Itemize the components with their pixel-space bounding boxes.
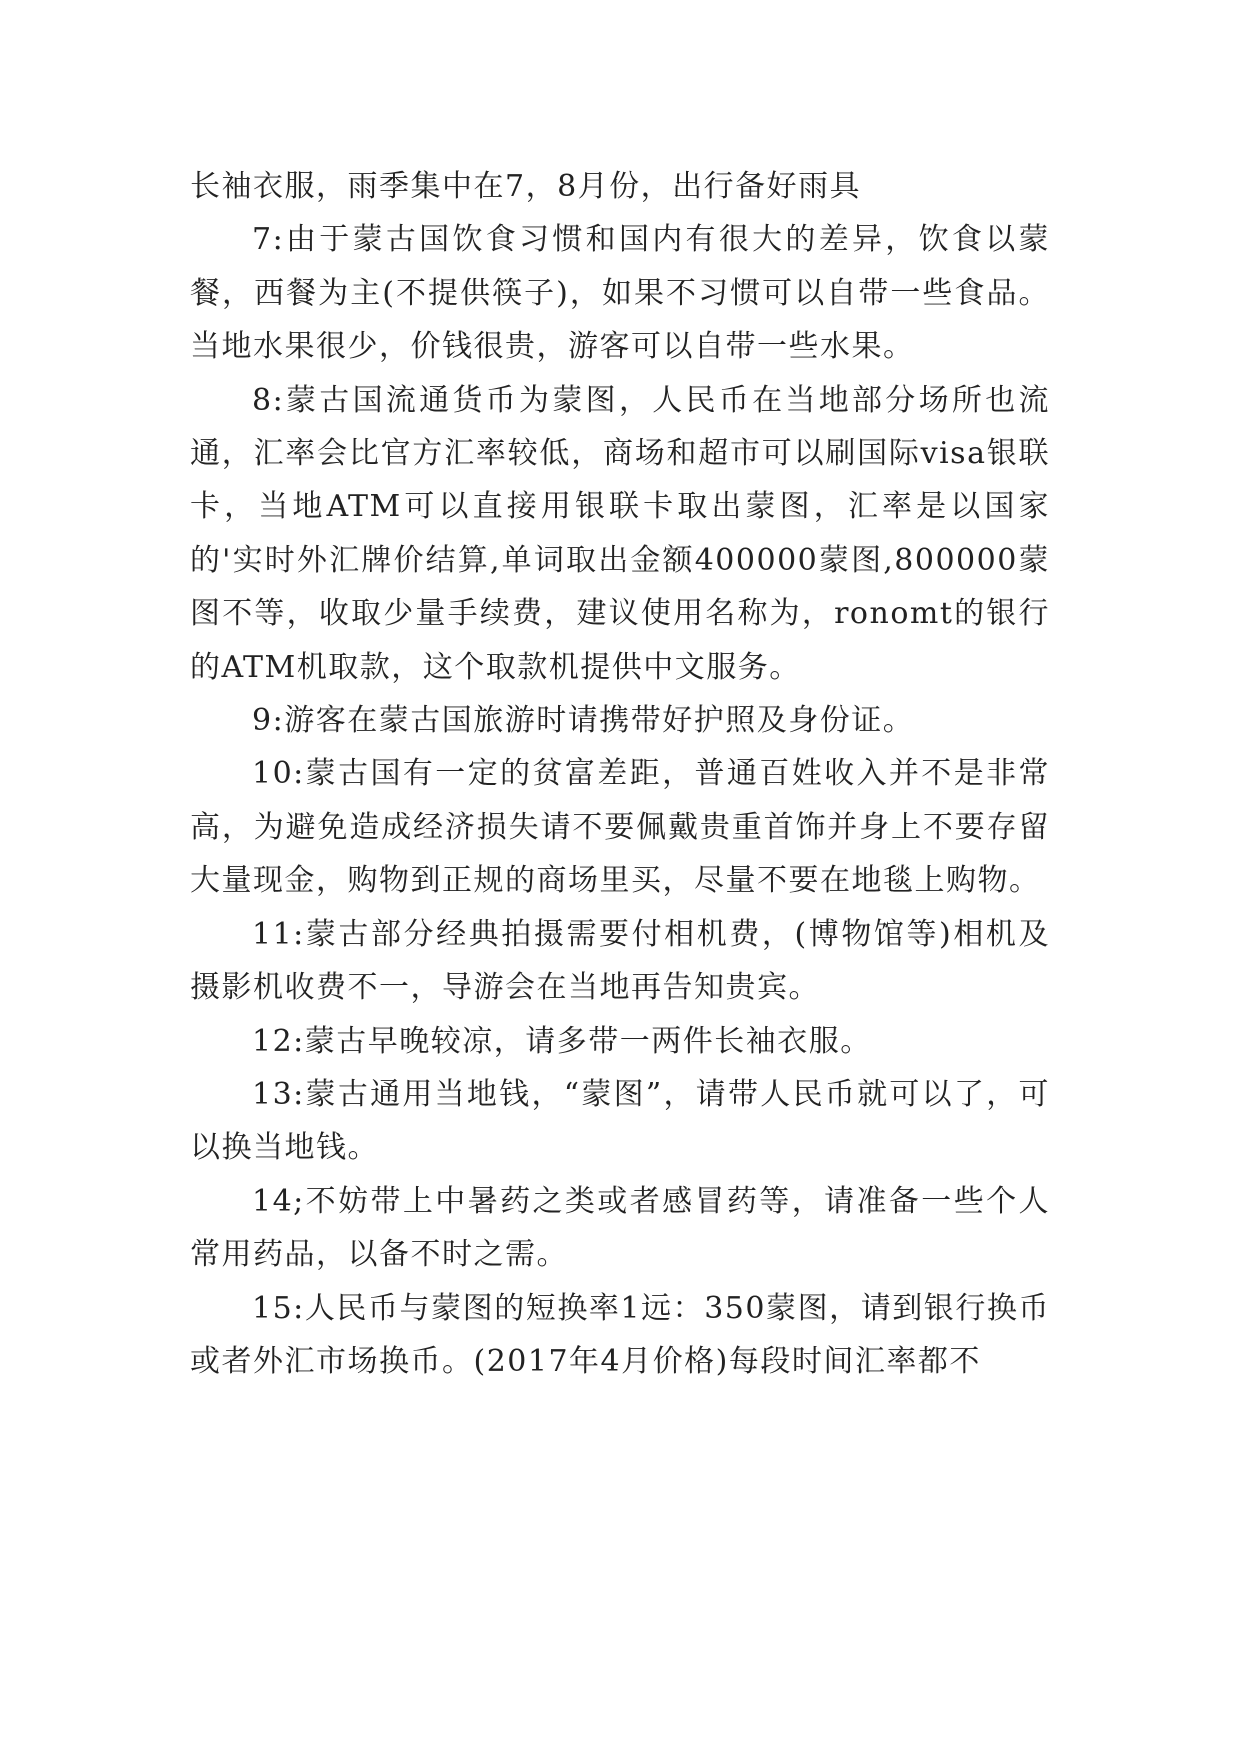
- paragraph-item-13: 13:蒙古通用当地钱，“蒙图”，请带人民币就可以了，可以换当地钱。: [190, 1076, 1050, 1166]
- paragraph-item-12: 12:蒙古早晚较凉，请多带一两件长袖衣服。: [252, 1023, 872, 1059]
- paragraph-continuation: 长袖衣服，雨季集中在7，8月份，出行备好雨具: [190, 169, 862, 204]
- paragraph-item-7: 7:由于蒙古国饮食习惯和国内有很大的差异，饮食以蒙餐，西餐为主(不提供筷子)，如果不习惯可以自带一些食品。当地水果很少，价钱很贵，游客可以自带一些水果。: [190, 222, 1050, 365]
- paragraph-item-10: 10:蒙古国有一定的贫富差距，普通百姓收入并不是非常高，为避免造成经济损失请不要佩戴贵重首饰并身上不要存留大量现金，购物到正规的商场里买，尽量不要在地毯上购物。: [190, 756, 1050, 899]
- document-body: [190, 160, 1050, 1388]
- paragraph-item-9: 9:游客在蒙古国旅游时请携带好护照及身份证。: [252, 703, 915, 739]
- paragraph-item-11: 11:蒙古部分经典拍摄需要付相机费，(博物馆等)相机及摄影机收费不一，导游会在当地再告知贵宾。: [190, 916, 1050, 1006]
- paragraph-item-14: 14;不妨带上中暑药之类或者感冒药等，请准备一些个人常用药品，以备不时之需。: [190, 1183, 1050, 1273]
- paragraph-item-8: 8:蒙古国流通货币为蒙图，人民币在当地部分场所也流通，汇率会比官方汇率较低，商场和超市可以刷国际visa银联卡，当地ATM可以直接用银联卡取出蒙图，汇率是以国家的'实时外汇牌价结算,单词取出金额400000蒙图,800000蒙图不等，收取少量手续费，建议使用名称为，ronomt的银行的ATM机取款，这个取款机提供中文服务。: [190, 382, 1050, 685]
- paragraph-item-15: 15:人民币与蒙图的短换率1远：350蒙图，请到银行换币或者外汇市场换币。(2017年4月价格)每段时间汇率都不: [190, 1290, 1050, 1379]
